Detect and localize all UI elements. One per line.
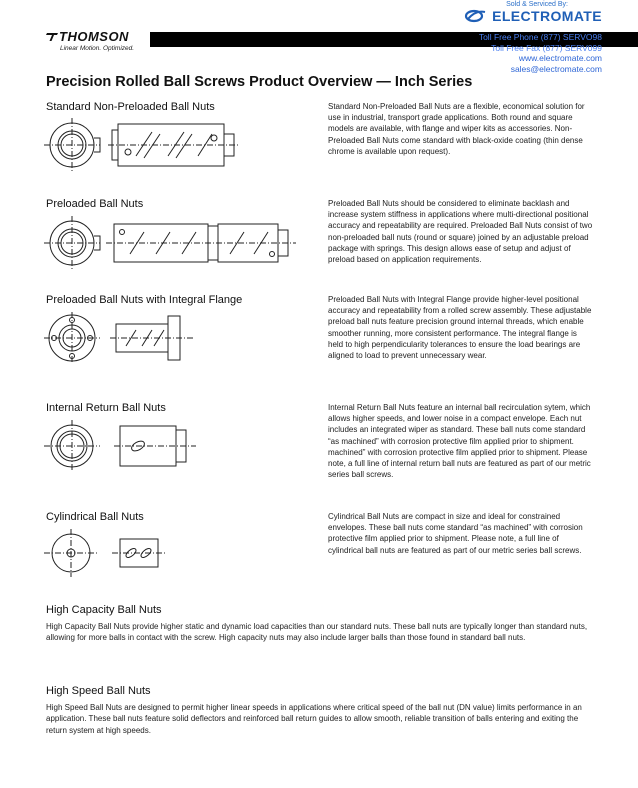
distributor-brand <box>452 8 602 24</box>
logo-t-icon <box>46 32 59 42</box>
section-body-standard-non-preloaded: Standard Non-Preloaded Ball Nuts are a flexible, economical solution for use in industrial, transport grade applications. Both round and square models are available, with flange and wiper kits as accessories. Non-Preloaded Ball Nuts come standard with black-oxide coating (thin dense chrome is available upon request). <box>328 102 585 156</box>
electromate-swoosh-icon <box>464 9 486 23</box>
email-link[interactable]: sales@electromate.com <box>510 63 602 74</box>
section-body-preloaded: Preloaded Ball Nuts should be considered to eliminate backlash and increase system stiffness in applications where multi-directional positional accuracy and repeatability are required. Preloaded Ball Nuts consist of two non-preloaded ball nuts (round or square) joined by an adjustable preload package with springs. This design allows ease of setup and adjust of preload based on application requirements. <box>328 199 593 265</box>
section-body-integral-flange: Preloaded Ball Nuts with Integral Flange provide higher-level positional accuracy and repeatability from a rolled screw assembly. These adjustable preload ball nuts feature precision ground internal threads, which enable smoother running, more consistent performance. The integral flange is held to high perpendicularity tolerances to ensure the load bearings are aligned to load to prevent unnecessary wear. <box>328 295 592 361</box>
distributor-block <box>452 1 602 24</box>
preloaded-nut-drawing <box>44 214 296 272</box>
section-body-high-capacity: High Capacity Ball Nuts provide higher static and dynamic load capacities than our standard nuts. These ball nuts are typically longer than standard nuts, allowing for more balls in contact with the screw. High capacity nuts may also include larger balls than those found in standard ball nuts. <box>46 622 588 643</box>
thomson-logo <box>46 29 156 52</box>
toll-free-fax: Toll Free Fax (877) SERV099 <box>491 42 602 53</box>
logo-mark <box>46 29 156 44</box>
section-title-standard-non-preloaded: Standard Non-Preloaded Ball Nuts <box>46 101 215 113</box>
standard-nut-drawing <box>44 116 240 174</box>
toll-free-phone: Toll Free Phone (877) SERVO98 <box>478 32 602 42</box>
section-title-cylindrical: Cylindrical Ball Nuts <box>46 511 144 523</box>
cylindrical-nut-drawing <box>44 527 166 579</box>
section-body-internal-return: Internal Return Ball Nuts feature an internal ball recirculation sytem, which allows higher speeds, and lower noise in a compact envelope. Each nut includes an integrated wiper as standard. These ball nuts come standard “as machined” with corrosion protective film applied prior to shipment. machined” with corrosion protective film applied prior to shipment. Please note, a full line of internal return ball nuts are featured as part of our metric series ball screws. <box>328 403 591 480</box>
section-body-high-speed: High Speed Ball Nuts are designed to permit higher linear speeds in applications where critical speed of the ball nut (DN value) limits performance in an application. These ball nuts feature solid deflectors and reinforced ball return guides to allow smooth, reliable transition of balls entering and exiting the return system at high speeds. <box>46 703 582 735</box>
distributor-name: ELECTROMATE <box>492 8 602 24</box>
logo-tagline: Linear Motion. Optimized. <box>60 45 135 52</box>
section-title-high-speed: High Speed Ball Nuts <box>46 685 151 697</box>
section-body-cylindrical: Cylindrical Ball Nuts are compact in size and ideal for constrained envelopes. These ball nuts come standard “as machined” with corrosion protective film applied prior to shipment. Please note, a full line of cylindrical ball nuts are featured as part of our metric series ball screws. <box>328 512 583 555</box>
internal-return-nut-drawing <box>44 418 196 474</box>
integral-flange-nut-drawing <box>44 310 194 366</box>
contact-block <box>479 32 602 74</box>
logo-text: THOMSON <box>59 29 129 44</box>
section-title-internal-return: Internal Return Ball Nuts <box>46 402 166 414</box>
website-link[interactable]: www.electromate.com <box>518 53 602 63</box>
sold-by-label: Sold & Serviced By: <box>506 1 568 8</box>
section-title-high-capacity: High Capacity Ball Nuts <box>46 604 162 616</box>
section-title-preloaded: Preloaded Ball Nuts <box>46 198 144 210</box>
section-title-integral-flange: Preloaded Ball Nuts with Integral Flange <box>46 294 243 306</box>
page-title: Precision Rolled Ball Screws Product Overview — Inch Series <box>46 74 473 90</box>
